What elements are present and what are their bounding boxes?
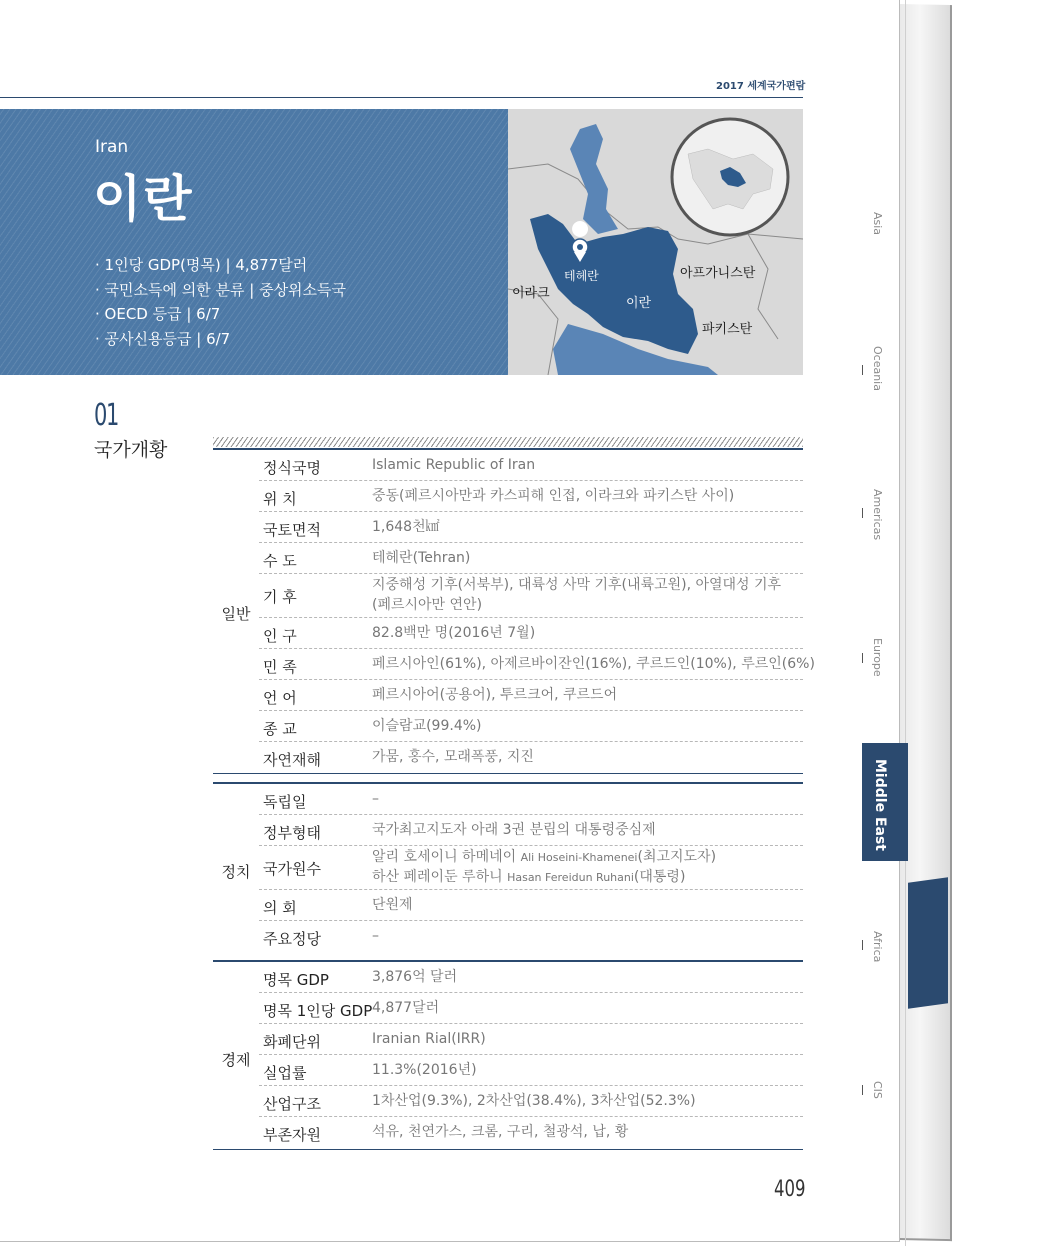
head-of-state-en: Ali Hoseini-Khamenei	[520, 851, 638, 864]
section-number: 01	[94, 398, 118, 433]
row-key: 국토면적	[263, 521, 321, 539]
table-row	[259, 649, 815, 680]
row-value: 4,877달러	[372, 1000, 440, 1016]
row-key: 언 어	[263, 689, 297, 707]
map-label-iran: 이란	[626, 296, 652, 311]
table-row	[259, 1117, 803, 1148]
row-key: 국가원수	[263, 860, 321, 878]
row-value: 테헤란(Tehran)	[372, 550, 471, 566]
country-name-en: Iran	[95, 137, 129, 157]
row-value: 11.3%(2016년)	[372, 1062, 477, 1078]
table-row	[259, 711, 803, 742]
tab-cis[interactable]: CIS	[871, 1081, 884, 1099]
row-value: 1,648천㎢	[372, 519, 440, 535]
table-row	[259, 784, 803, 815]
table-row	[259, 1086, 803, 1117]
row-value: –	[372, 928, 379, 944]
table-row	[259, 543, 803, 574]
table-row	[259, 512, 803, 543]
section-hatch-bar	[213, 437, 803, 447]
table-row	[259, 574, 803, 618]
president-en: Hasan Fereidun Ruhani	[507, 871, 634, 884]
row-value: 지중해성 기후(서북부), 대륙성 사막 기후(내륙고원), 아열대성 기후	[372, 577, 782, 593]
location-map	[508, 109, 803, 375]
president-role: (대통령)	[633, 869, 686, 885]
row-value: 1차산업(9.3%), 2차산업(38.4%), 3차산업(52.3%)	[372, 1093, 696, 1109]
president-ko: 하산 페레이둔 루하니	[372, 869, 503, 885]
row-value: 페르시아어(공용어), 투르크어, 쿠르드어	[372, 687, 618, 703]
row-key: 정부형태	[263, 824, 321, 842]
table-row	[259, 890, 803, 921]
table-row	[259, 1024, 803, 1055]
row-value: Islamic Republic of Iran	[372, 457, 536, 473]
country-name-ko: 이란	[93, 170, 194, 228]
row-key: 산업구조	[263, 1095, 321, 1113]
row-key: 주요정당	[263, 930, 321, 948]
row-value: 3,876억 달러	[372, 969, 458, 985]
country-banner	[0, 109, 508, 375]
row-value: 석유, 천연가스, 크롬, 구리, 철광석, 납, 황	[372, 1124, 629, 1140]
tab-africa[interactable]: Africa	[871, 931, 884, 963]
row-value: –	[372, 791, 379, 807]
key-facts-list	[95, 253, 346, 351]
row-key: 수 도	[263, 552, 297, 570]
map-label-iraq: 이라크	[512, 286, 550, 301]
row-key: 명목 1인당 GDP	[263, 1002, 373, 1020]
table-row	[259, 921, 803, 952]
row-value: 82.8백만 명(2016년 7월)	[372, 625, 536, 641]
row-key: 독립일	[263, 793, 307, 811]
map-label-pakistan: 파키스탄	[702, 322, 753, 337]
row-key: 위 치	[263, 490, 297, 508]
table-row	[259, 742, 803, 773]
row-value-cont	[372, 867, 685, 888]
row-value: 가뭄, 홍수, 모래폭풍, 지진	[372, 749, 534, 765]
row-key: 부존자원	[263, 1126, 321, 1144]
section-title: 국가개황	[94, 439, 168, 461]
row-key: 종 교	[263, 720, 297, 738]
row-value-cont: (페르시아만 연안)	[372, 597, 483, 613]
key-fact: · 국민소득에 의한 분류 | 중상위소득국	[95, 280, 347, 299]
row-value: Iranian Rial(IRR)	[372, 1031, 486, 1047]
header-rule	[0, 97, 803, 98]
row-key: 자연재해	[263, 751, 321, 769]
page-number: 409	[774, 1177, 806, 1202]
tab-oceania[interactable]: Oceania	[871, 346, 884, 391]
running-head: 2017 세계국가편람	[716, 81, 806, 92]
table-row	[259, 1055, 803, 1086]
row-value: 중동(페르시아만과 카스피해 인접, 이라크와 파키스탄 사이)	[372, 488, 735, 504]
table-group-general	[213, 448, 815, 776]
map-label-afghanistan: 아프가니스탄	[680, 266, 756, 281]
table-group-politics	[213, 782, 803, 953]
row-value: 페르시아인(61%), 아제르바이잔인(16%), 쿠르드인(10%), 루르인(6%)	[372, 656, 815, 672]
row-key: 정식국명	[263, 459, 321, 477]
table-row	[259, 846, 803, 890]
row-key: 실업률	[263, 1064, 307, 1082]
row-value	[372, 847, 716, 868]
table-group-economy	[213, 960, 803, 1152]
table-row	[259, 815, 803, 846]
table-row	[259, 962, 803, 993]
map-label-tehran: 테헤란	[564, 269, 599, 283]
row-value: 이슬람교(99.4%)	[372, 718, 482, 734]
table-row	[259, 680, 803, 711]
row-key: 민 족	[263, 658, 297, 676]
key-fact: · OECD 등급 | 6/7	[95, 305, 221, 323]
page-stack-line	[905, 0, 949, 1246]
tab-middle-east-label: Middle East	[872, 759, 888, 851]
row-key: 기 후	[263, 588, 297, 606]
row-key: 의 회	[263, 899, 297, 917]
row-key: 명목 GDP	[263, 971, 329, 989]
key-fact: · 1인당 GDP(명목) | 4,877달러	[95, 256, 308, 274]
row-key: 화폐단위	[263, 1033, 321, 1051]
group-label: 정치	[221, 863, 251, 881]
row-value: 국가최고지도자 아래 3권 분립의 대통령중심제	[372, 822, 656, 838]
tab-middle-east-active[interactable]	[862, 743, 908, 861]
row-value: 단원제	[372, 897, 413, 913]
head-of-state-role: (최고지도자)	[637, 849, 717, 865]
head-of-state-ko: 알리 호세이니 하메네이	[372, 849, 517, 865]
tab-asia[interactable]: Asia	[871, 212, 884, 236]
group-label: 경제	[221, 1051, 251, 1069]
table-row	[259, 993, 803, 1024]
table-row	[259, 618, 803, 649]
table-row	[259, 450, 803, 481]
tab-extension	[908, 877, 948, 1009]
row-key: 인 구	[263, 627, 297, 645]
tab-americas[interactable]: Americas	[871, 489, 884, 541]
tab-europe[interactable]: Europe	[871, 638, 884, 677]
group-label: 일반	[221, 605, 251, 623]
table-row	[259, 481, 803, 512]
key-fact: · 공사신용등급 | 6/7	[95, 329, 231, 348]
